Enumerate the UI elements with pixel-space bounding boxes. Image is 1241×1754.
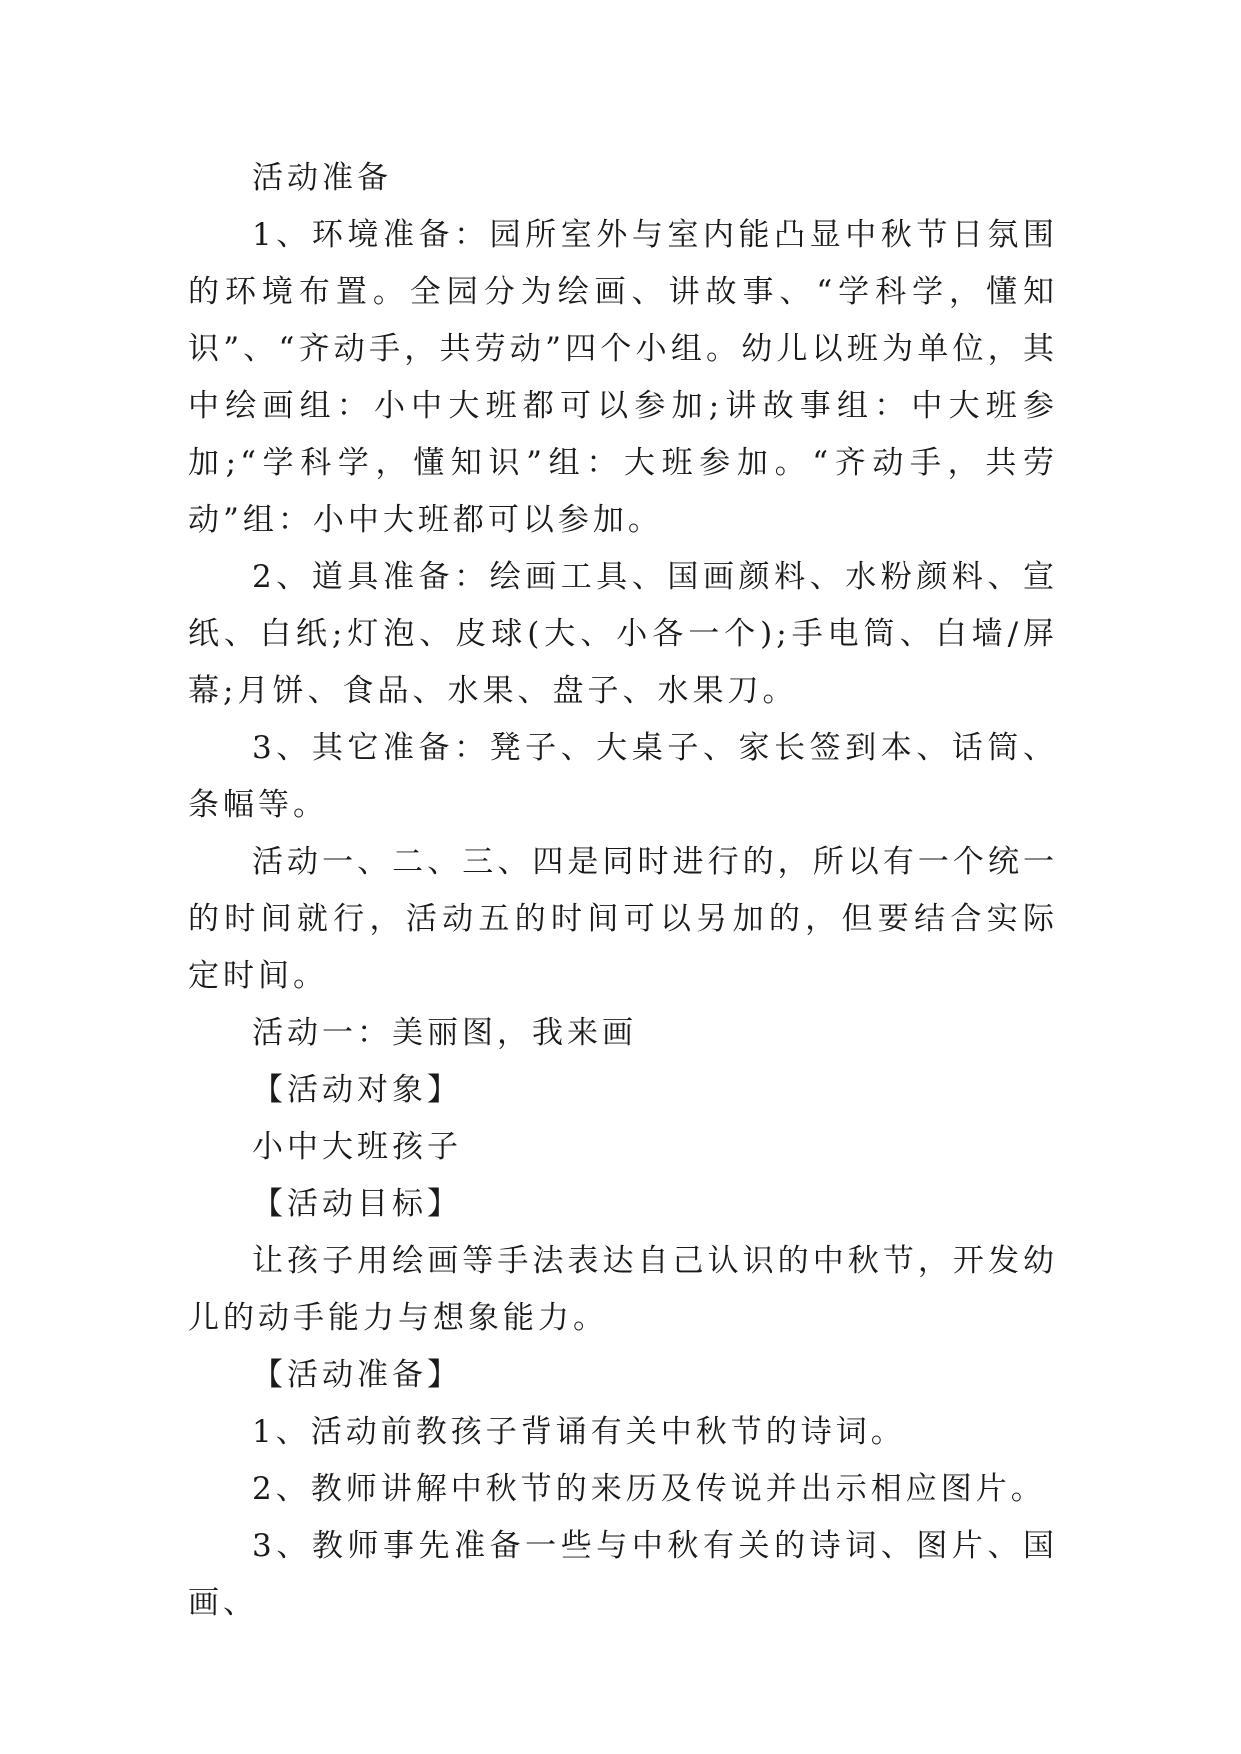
label-activity-prep: 【活动准备】 bbox=[252, 1357, 462, 1393]
label-activity-target: 【活动对象】 bbox=[252, 1072, 462, 1108]
paragraph-other-prep: 3、其它准备：凳子、大桌子、家长签到本、话筒、条幅等。 bbox=[188, 730, 1058, 823]
prep-item-2: 2、教师讲解中秋节的来历及传说并出示相应图片。 bbox=[252, 1471, 1046, 1507]
document-body bbox=[188, 150, 1058, 1632]
paragraph-environment-prep: 1、环境准备：园所室外与室内能凸显中秋节日氛围的环境布置。全园分为绘画、讲故事、“学科学，懂知识”、“齐动手，共劳动”四个小组。幼儿以班为单位，其中绘画组：小中大班都可以参加;讲故事组：中大班参加;“学科学，懂知识”组：大班参加。“齐动手，共劳动”组：小中大班都可以参加。 bbox=[188, 217, 1058, 538]
prep-item-1: 1、活动前教孩子背诵有关中秋节的诗词。 bbox=[252, 1414, 906, 1450]
section-heading-activity-prep: 活动准备 bbox=[252, 160, 392, 196]
activity-target-text: 小中大班孩子 bbox=[252, 1129, 462, 1165]
label-activity-goal: 【活动目标】 bbox=[252, 1186, 462, 1222]
activity-goal-text: 让孩子用绘画等手法表达自己认识的中秋节，开发幼儿的动手能力与想象能力。 bbox=[188, 1243, 1058, 1336]
paragraph-activity-timing: 活动一、二、三、四是同时进行的，所以有一个统一的时间就行，活动五的时间可以另加的，但要结合实际定时间。 bbox=[188, 844, 1058, 994]
activity-one-title: 活动一：美丽图，我来画 bbox=[252, 1015, 637, 1051]
paragraph-props-prep: 2、道具准备：绘画工具、国画颜料、水粉颜料、宣纸、白纸;灯泡、皮球(大、小各一个);手电筒、白墙/屏幕;月饼、食品、水果、盘子、水果刀。 bbox=[188, 559, 1058, 709]
prep-item-3: 3、教师事先准备一些与中秋有关的诗词、图片、国画、 bbox=[188, 1528, 1058, 1621]
